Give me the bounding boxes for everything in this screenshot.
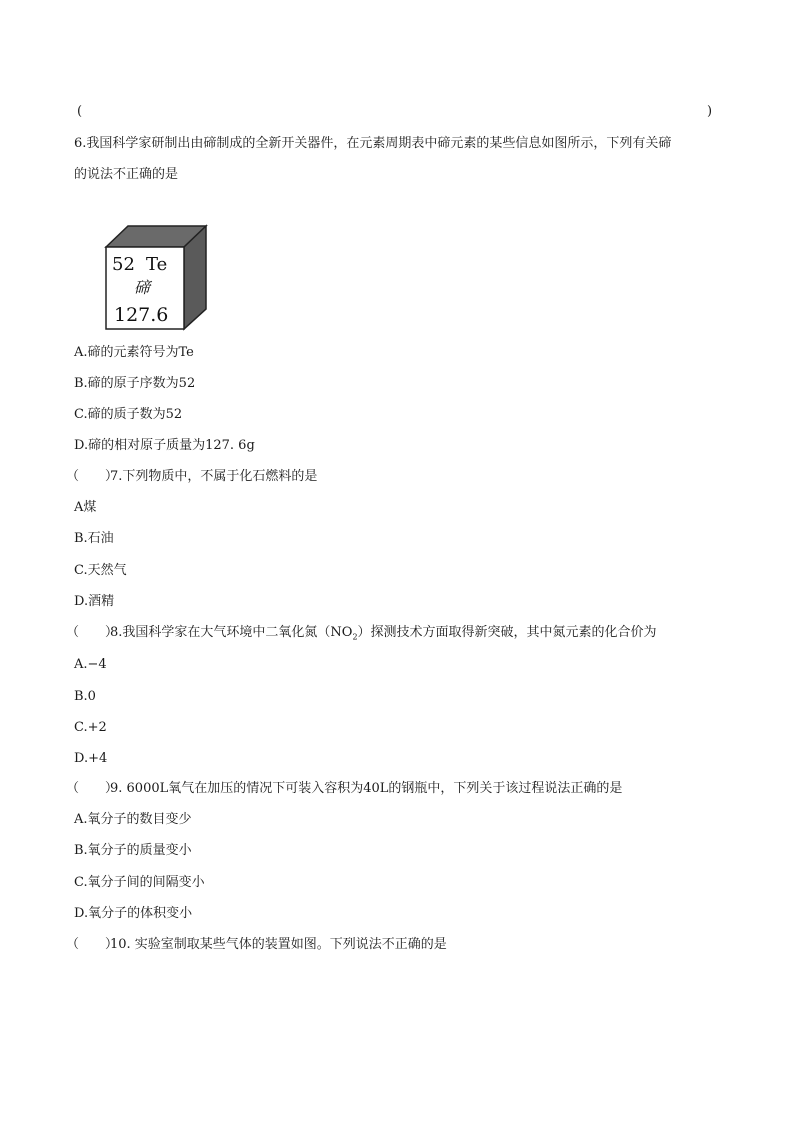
answer-paren-open: (: [77, 104, 83, 119]
q6-option-d: D.碲的相对原子质量为127. 6g: [74, 438, 255, 453]
q7-option-c: C.天然气: [74, 563, 127, 578]
q7-answer-paren: （ ）: [66, 469, 119, 484]
q8-stem-text-before: 8.我国科学家在大气环境中二氧化氮（NO: [110, 625, 353, 640]
q9-stem: [66, 781, 622, 797]
q7-stem: [66, 469, 317, 485]
q8-option-d: D.+4: [74, 751, 108, 766]
q7-option-d: D.酒精: [74, 594, 115, 609]
q9-option-a: A.氧分子的数目变少: [74, 812, 192, 827]
q6-option-c: C.碲的质子数为52: [74, 407, 183, 422]
q6-option-b: B.碲的原子序数为52: [74, 376, 196, 391]
q10-answer-paren: （ ）: [66, 937, 119, 952]
element-name: 碲: [134, 278, 151, 297]
q9-option-d: D.氧分子的体积变小: [74, 906, 193, 921]
q8-option-b: B.0: [74, 689, 96, 704]
q8-stem: [66, 625, 657, 646]
q8-stem-subscript: 2: [352, 632, 358, 642]
q9-option-c: C.氧分子间的间隔变小: [74, 875, 205, 890]
q6-option-a: A.碲的元素符号为Te: [74, 345, 194, 360]
element-symbol: Te: [146, 254, 168, 275]
q9-stem-text: 9. 6000L氧气在加压的情况下可装入容积为40L的钢瓶中，下列关于该过程说法正确的是: [110, 781, 623, 796]
q8-option-a: A.−4: [74, 657, 107, 672]
q9-answer-paren: （ ）: [66, 781, 119, 796]
tellurium-element-cell: [100, 223, 210, 333]
q7-option-b: B.石油: [74, 531, 114, 546]
q7-stem-text: 7.下列物质中，不属于化石燃料的是: [110, 469, 318, 484]
q7-option-a: A煤: [74, 500, 97, 515]
answer-paren-close: ): [707, 104, 713, 119]
element-mass: 127.6: [114, 304, 169, 326]
q6-stem-line1: 6.我国科学家研制出由碲制成的全新开关器件，在元素周期表中碲元素的某些信息如图所示，下列有关碲: [74, 136, 672, 151]
q10-stem-text: 10. 实验室制取某些气体的装置如图。下列说法不正确的是: [110, 937, 447, 952]
q8-option-c: C.+2: [74, 720, 107, 735]
q8-stem-text-after: ）探测技术方面取得新突破，其中氮元素的化合价为: [357, 625, 657, 640]
element-number: 52: [112, 254, 135, 275]
q10-stem: [66, 937, 447, 953]
q8-answer-paren: （ ）: [66, 625, 119, 640]
q6-stem-line2: 的说法不正确的是: [74, 167, 179, 182]
q9-option-b: B.氧分子的质量变小: [74, 843, 192, 858]
